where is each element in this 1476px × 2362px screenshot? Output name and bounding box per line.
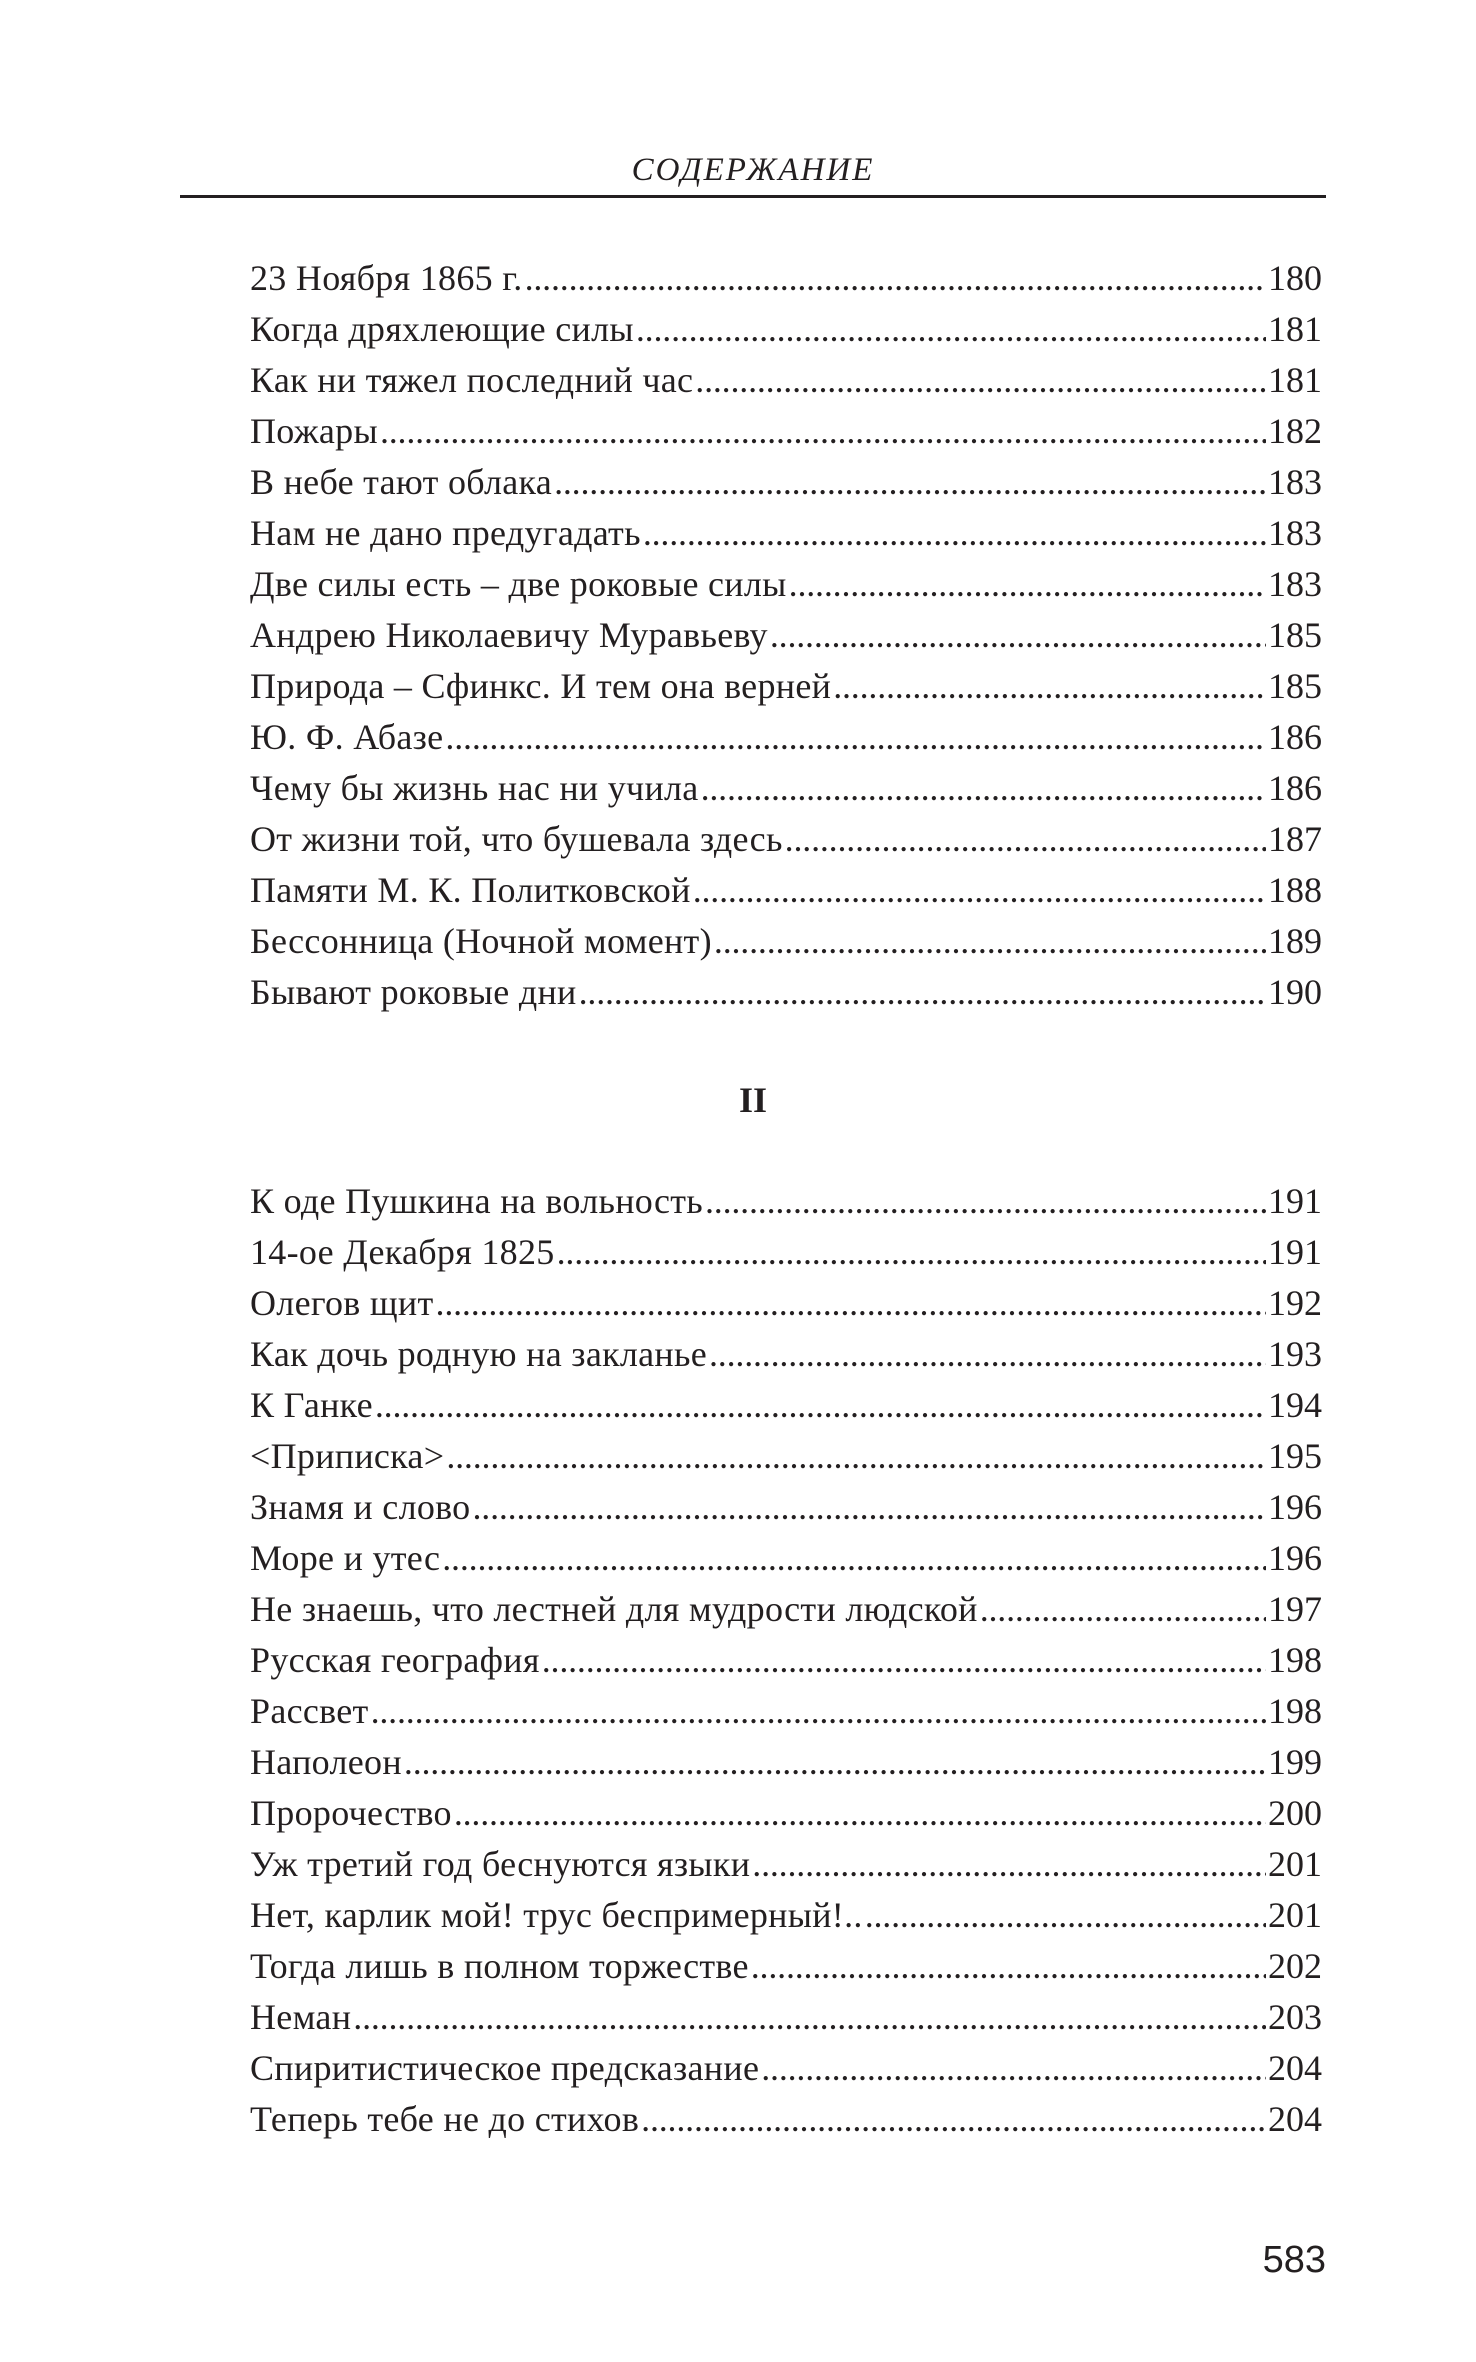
dot-leader — [751, 1941, 1266, 1992]
dot-leader — [436, 1278, 1266, 1329]
toc-entry — [250, 406, 1322, 457]
dot-leader — [770, 610, 1266, 661]
dot-leader — [709, 1329, 1266, 1380]
entry-title: Тогда лишь в полном торжестве — [250, 1946, 749, 1986]
entry-page: 198 — [1268, 1640, 1322, 1680]
entry-page: 203 — [1268, 1997, 1322, 2037]
entry-title: Когда дряхлеющие силы — [250, 309, 634, 349]
entry-title: Нам не дано предугадать — [250, 513, 641, 553]
entry-page: 194 — [1268, 1385, 1322, 1425]
entry-page: 193 — [1268, 1334, 1322, 1374]
entry-title: Море и утес — [250, 1538, 441, 1578]
entry-title: Рассвет — [250, 1691, 369, 1731]
entry-title: Ю. Ф. Абазе — [250, 717, 444, 757]
toc-entry — [250, 1992, 1322, 2043]
entry-title: К оде Пушкина на вольность — [250, 1181, 703, 1221]
page-number: 583 — [1262, 2239, 1326, 2281]
toc-entry — [250, 559, 1322, 610]
dot-leader — [789, 559, 1266, 610]
entry-title: Теперь тебе не до стихов — [250, 2099, 640, 2139]
entry-page: 192 — [1268, 1283, 1322, 1323]
entry-title: <Приписка> — [250, 1436, 445, 1476]
entry-title: Нет, карлик мой! трус беспримерный!.. — [250, 1895, 863, 1935]
dot-leader — [761, 2043, 1266, 2094]
entry-title: Как дочь родную на закланье — [250, 1334, 707, 1374]
entry-title: Две силы есть – две роковые силы — [250, 564, 787, 604]
toc-section-1 — [250, 253, 1322, 1018]
toc-entry — [250, 814, 1322, 865]
dot-leader — [833, 661, 1266, 712]
toc-entry — [250, 610, 1322, 661]
dot-leader — [641, 2094, 1266, 2145]
entry-title: К Ганке — [250, 1385, 373, 1425]
toc-entry — [250, 967, 1322, 1018]
entry-title: Памяти М. К. Политковской — [250, 870, 691, 910]
dot-leader — [695, 355, 1266, 406]
toc-entry — [250, 712, 1322, 763]
entry-page: 195 — [1268, 1436, 1322, 1476]
toc-entry — [250, 1737, 1322, 1788]
toc-entry — [250, 763, 1322, 814]
entry-page: 201 — [1268, 1844, 1322, 1884]
toc-entry — [250, 355, 1322, 406]
dot-leader — [404, 1737, 1266, 1788]
entry-title: Знамя и слово — [250, 1487, 471, 1527]
entry-page: 198 — [1268, 1691, 1322, 1731]
entry-title: Уж третий год беснуются языки — [250, 1844, 751, 1884]
entry-page: 199 — [1268, 1742, 1322, 1782]
dot-leader — [525, 253, 1266, 304]
entry-page: 189 — [1268, 921, 1322, 961]
dot-leader — [380, 406, 1266, 457]
dot-leader — [371, 1686, 1266, 1737]
toc-entry — [250, 508, 1322, 559]
toc-entry — [250, 1380, 1322, 1431]
entry-title: Неман — [250, 1997, 352, 2037]
entry-title: Не знаешь, что лестней для мудрости людской — [250, 1589, 978, 1629]
entry-page: 181 — [1268, 309, 1322, 349]
toc-entry — [250, 2094, 1322, 2145]
section-heading: II — [738, 1080, 768, 1120]
entry-page: 196 — [1268, 1538, 1322, 1578]
dot-leader — [705, 1176, 1266, 1227]
entry-page: 190 — [1268, 972, 1322, 1012]
entry-page: 180 — [1268, 258, 1322, 298]
toc-entry — [250, 1278, 1322, 1329]
dot-leader — [542, 1635, 1266, 1686]
entry-page: 181 — [1268, 360, 1322, 400]
entry-page: 204 — [1268, 2099, 1322, 2139]
dot-leader — [472, 1482, 1266, 1533]
toc-entry — [250, 1482, 1322, 1533]
toc-entry — [250, 2043, 1322, 2094]
entry-page: 187 — [1268, 819, 1322, 859]
dot-leader — [445, 712, 1266, 763]
entry-title: В небе тают облака — [250, 462, 553, 502]
toc-entry — [250, 1941, 1322, 1992]
entry-page: 183 — [1268, 513, 1322, 553]
toc-entry — [250, 1635, 1322, 1686]
entry-page: 196 — [1268, 1487, 1322, 1527]
toc-entry — [250, 661, 1322, 712]
entry-page: 202 — [1268, 1946, 1322, 1986]
toc-entry — [250, 916, 1322, 967]
dot-leader — [442, 1533, 1266, 1584]
entry-title: Пожары — [250, 411, 378, 451]
dot-leader — [714, 916, 1266, 967]
entry-title: 23 Ноября 1865 г. — [250, 258, 523, 298]
entry-page: 200 — [1268, 1793, 1322, 1833]
entry-page: 185 — [1268, 666, 1322, 706]
dot-leader — [557, 1227, 1266, 1278]
entry-page: 188 — [1268, 870, 1322, 910]
dot-leader — [579, 967, 1266, 1018]
entry-page: 183 — [1268, 564, 1322, 604]
entry-title: Спиритистическое предсказание — [250, 2048, 760, 2088]
dot-leader — [375, 1380, 1266, 1431]
entry-title: Чему бы жизнь нас ни учила — [250, 768, 699, 808]
toc-entry — [250, 1788, 1322, 1839]
toc-entry — [250, 253, 1322, 304]
entry-page: 183 — [1268, 462, 1322, 502]
dot-leader — [554, 457, 1266, 508]
entry-page: 191 — [1268, 1181, 1322, 1221]
dot-leader — [643, 508, 1266, 559]
running-head: СОДЕРЖАНИЕ — [631, 152, 875, 188]
entry-title: Бывают роковые дни — [250, 972, 577, 1012]
dot-leader — [701, 763, 1266, 814]
entry-title: Русская география — [250, 1640, 540, 1680]
dot-leader — [454, 1788, 1266, 1839]
toc-entry — [250, 1839, 1322, 1890]
dot-leader — [636, 304, 1266, 355]
toc-entry — [250, 1227, 1322, 1278]
toc-entry — [250, 865, 1322, 916]
dot-leader — [980, 1584, 1266, 1635]
toc-entry — [250, 1431, 1322, 1482]
entry-title: Как ни тяжел последний час — [250, 360, 694, 400]
toc-entry — [250, 1176, 1322, 1227]
header-rule — [180, 195, 1326, 198]
entry-title: Бессонница (Ночной момент) — [250, 921, 712, 961]
entry-page: 186 — [1268, 768, 1322, 808]
entry-page: 182 — [1268, 411, 1322, 451]
entry-page: 201 — [1268, 1895, 1322, 1935]
dot-leader — [752, 1839, 1266, 1890]
entry-title: Андрею Николаевичу Муравьеву — [250, 615, 768, 655]
toc-entry — [250, 1890, 1322, 1941]
entry-title: От жизни той, что бушевала здесь — [250, 819, 783, 859]
toc-entry — [250, 457, 1322, 508]
entry-title: Олегов щит — [250, 1283, 434, 1323]
dot-leader — [353, 1992, 1266, 2043]
toc-entry — [250, 1533, 1322, 1584]
entry-title: Наполеон — [250, 1742, 402, 1782]
dot-leader — [446, 1431, 1266, 1482]
dot-leader — [865, 1890, 1266, 1941]
dot-leader — [785, 814, 1266, 865]
dot-leader — [693, 865, 1266, 916]
toc-section-2 — [250, 1176, 1322, 2145]
entry-page: 185 — [1268, 615, 1322, 655]
entry-page: 197 — [1268, 1589, 1322, 1629]
entry-page: 191 — [1268, 1232, 1322, 1272]
toc-entry — [250, 1584, 1322, 1635]
entry-page: 186 — [1268, 717, 1322, 757]
entry-title: Природа – Сфинкс. И тем она верней — [250, 666, 832, 706]
toc-entry — [250, 1686, 1322, 1737]
entry-page: 204 — [1268, 2048, 1322, 2088]
entry-title: Пророчество — [250, 1793, 452, 1833]
entry-title: 14-ое Декабря 1825 — [250, 1232, 555, 1272]
toc-entry — [250, 1329, 1322, 1380]
toc-entry — [250, 304, 1322, 355]
